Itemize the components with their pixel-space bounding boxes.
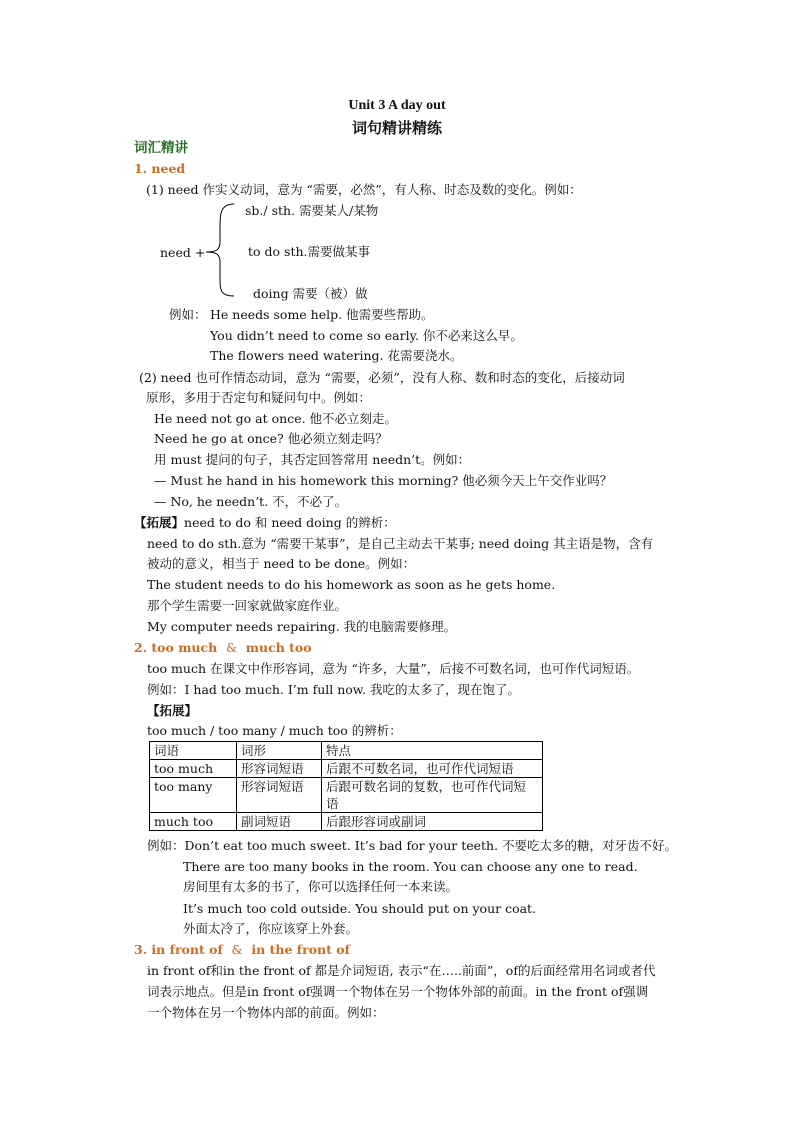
example-sentence: You didn’t need to come so early. 你不必来这么早。	[210, 328, 523, 343]
example-label: 例如：	[169, 307, 207, 322]
heading-too-much	[134, 639, 312, 657]
example-sentence: My computer needs repairing. 我的电脑需要修理。	[147, 619, 457, 634]
table-row	[150, 778, 543, 813]
example-sentence: It’s much too cold outside. You should put on your coat.	[183, 901, 537, 916]
unit-title: Unit 3 A day out	[348, 98, 446, 113]
diagram-left-label: need +	[160, 245, 206, 260]
example-sentence: 那个学生需要一回家就做家庭作业。	[147, 598, 348, 613]
table-cell: much too	[150, 813, 237, 831]
brace-icon	[200, 200, 240, 300]
table-row	[150, 813, 543, 831]
example-sentence: 用 must 提问的句子，其否定回答常用 needn’t。例如：	[154, 452, 471, 467]
table-header-cell: 词语	[150, 742, 237, 760]
need-def-2: (2) need 也可作情态动词，意为 “需要，必须”，没有人称、数和时态的变化，后接动词	[139, 370, 625, 385]
table-cell: 形容词短语	[237, 778, 322, 813]
table-cell: 后跟不可数名词，也可作代词短语	[322, 760, 543, 778]
table-cell: too many	[150, 778, 237, 813]
table-cell: 后跟形容词或副词	[322, 813, 543, 831]
diagram-option: sb./ sth. 需要某人/某物	[245, 203, 379, 218]
table-cell: 后跟可数名词的复数，也可作代词短语	[322, 778, 543, 813]
in-front-of-body: in front of和in the front of 都是介词短语, 表示“在…..前面”，of的后面经常用名词或者代	[147, 963, 656, 978]
extension-text: need to do 和 need doing 的辨析：	[184, 515, 396, 530]
extension-body: need to do sth.意为 “需要干某事”，是自己主动去干某事; need doing 其主语是物，含有	[147, 536, 654, 551]
table-cell: too much	[150, 760, 237, 778]
heading-part: much too	[245, 640, 312, 655]
diagram-option: to do sth.需要做某事	[248, 244, 370, 259]
table-header-cell: 特点	[322, 742, 543, 760]
example-sentence: 例如：I had too much. I’m full now. 我吃的太多了，现在饱了。	[147, 682, 520, 697]
example-sentence: Need he go at once? 他必须立刻走吗？	[154, 431, 388, 446]
heading-part: in the front of	[251, 942, 350, 957]
example-sentence: The flowers need watering. 花需要浇水。	[210, 348, 463, 363]
page-subtitle: 词句精讲精练	[351, 121, 442, 137]
example-sentence: 外面太冷了，你应该穿上外套。	[183, 921, 359, 936]
need-def-1: (1) need 作实义动词，意为 “需要，必然”，有人称、时态及数的变化。例如：	[146, 182, 582, 197]
heading-in-front-of	[134, 941, 350, 959]
example-sentence: 房间里有太多的书了，你可以选择任何一本来读。	[183, 879, 459, 894]
diagram-option: doing 需要（被）做	[253, 286, 368, 301]
comparison-intro: too much / too many / much too 的辨析：	[147, 723, 402, 738]
example-sentence: He needs some help. 他需要些帮助。	[210, 307, 434, 322]
example-sentence: The student needs to do his homework as soon as he gets home.	[147, 577, 556, 592]
ampersand: &	[231, 942, 243, 957]
table-header-row	[150, 742, 543, 760]
table-cell: 形容词短语	[237, 760, 322, 778]
table-header-cell: 词形	[237, 742, 322, 760]
table-row	[150, 760, 543, 778]
extension-body: 被动的意义，相当于 need to be done。例如：	[147, 556, 416, 571]
need-def-2-cont: 原形，多用于否定句和疑问句中。例如：	[146, 390, 372, 405]
extension-line	[134, 514, 396, 532]
in-front-of-body: 词表示地点。但是in front of强调一个物体在另一个物体外部的前面。in the front of强调	[147, 984, 649, 999]
heading-need: 1. need	[134, 161, 186, 176]
table-cell: 副词短语	[237, 813, 322, 831]
ampersand: &	[225, 640, 238, 655]
heading-part: 2. too much	[134, 640, 218, 655]
section-heading: 词汇精讲	[134, 140, 188, 156]
comparison-table	[149, 741, 543, 831]
example-sentence: 例如：Don’t eat too much sweet. It’s bad for your teeth. 不要吃太多的糖，对牙齿不好。	[147, 838, 678, 853]
example-sentence: — No, he needn’t. 不，不必了。	[154, 494, 348, 509]
example-sentence: He need not go at once. 他不必立刻走。	[154, 411, 398, 426]
heading-part: 3. in front of	[134, 942, 223, 957]
extension-tag: 【拓展】	[147, 703, 198, 718]
extension-tag: 【拓展】	[134, 515, 185, 530]
example-sentence: — Must he hand in his homework this morning? 他必须今天上午交作业吗？	[154, 473, 613, 488]
in-front-of-body: 一个物体在另一个物体内部的前面。例如：	[147, 1005, 385, 1020]
example-sentence: There are too many books in the room. You can choose any one to read.	[183, 859, 638, 874]
too-much-def: too much 在课文中作形容词，意为 “许多，大量”，后接不可数名词，也可作代词短语。	[147, 661, 640, 676]
